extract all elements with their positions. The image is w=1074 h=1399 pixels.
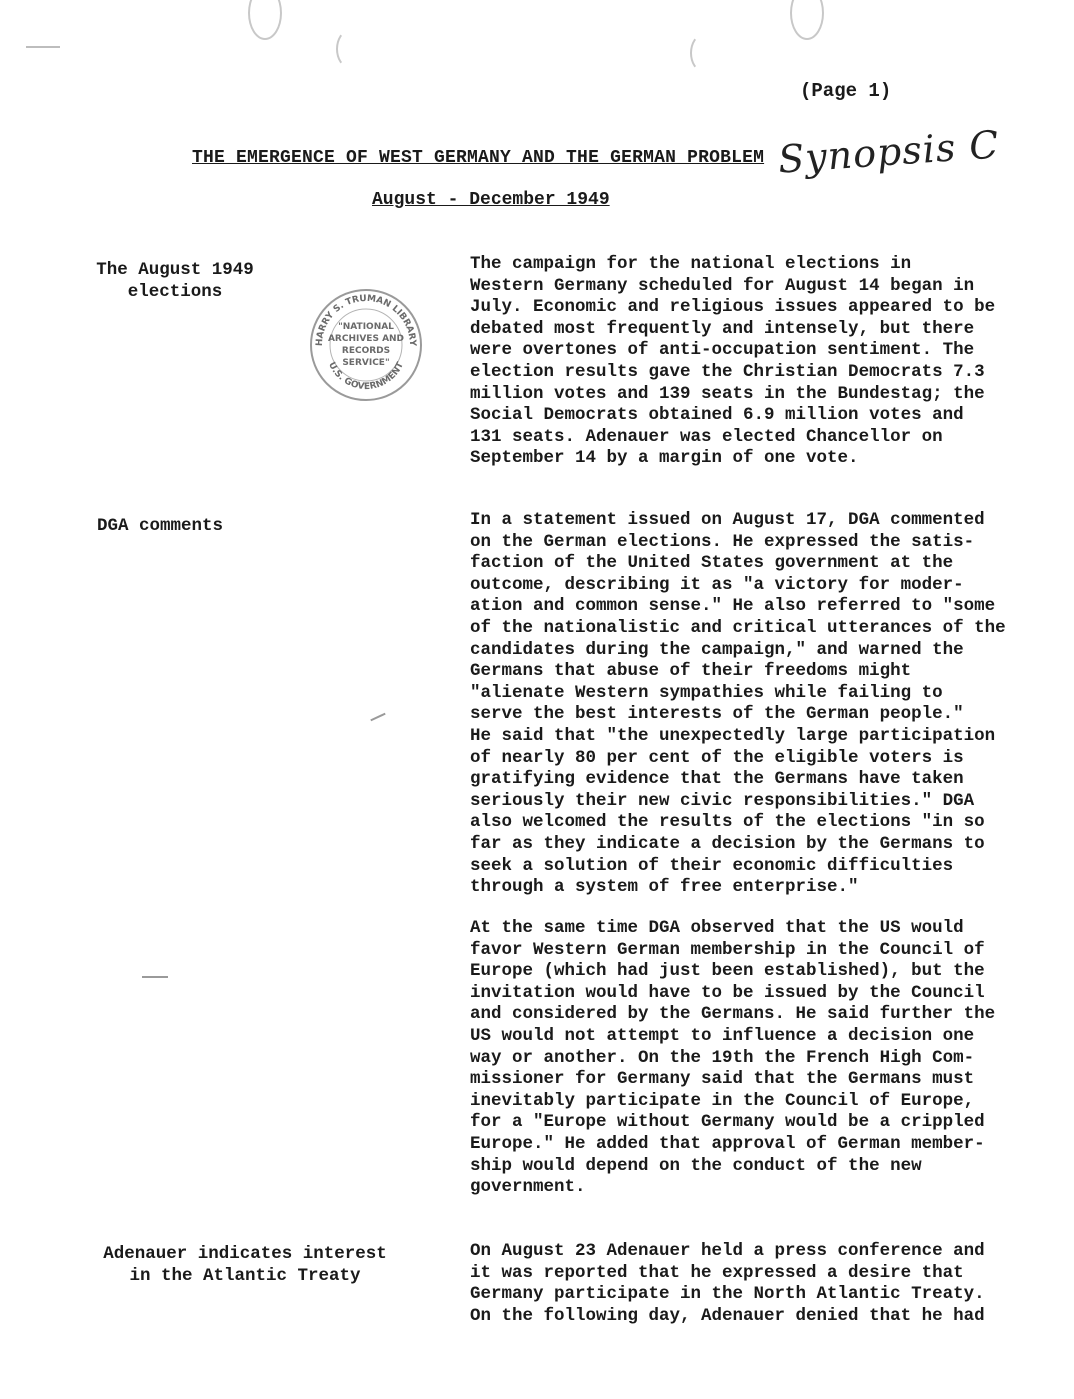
paragraph-line: September 14 by a margin of one vote. [470,448,859,469]
margin-mark-lower [142,976,168,978]
paragraph-line: were overtones of anti-occupation sentiment. The [470,340,975,361]
paragraph-line: He said that "the unexpectedly large participation [470,725,996,746]
date-range: August - December 1949 [372,190,610,210]
paragraph-line: 131 seats. Adenauer was elected Chancellor on [470,426,943,447]
paragraph-line: outcome, describing it as "a victory for moder- [470,574,964,595]
stamp-inner-text [328,322,404,368]
punch-hole-left [248,0,282,40]
paragraph-line: it was reported that he expressed a desire that [470,1262,964,1283]
section-heading [85,1243,405,1287]
paragraph-line: government. [470,1177,586,1198]
paragraph-line: missioner for Germany said that the Germans must [470,1069,975,1090]
paragraph-line: million votes and 139 seats in the Bundestag; the [470,383,985,404]
section-heading-line: Adenauer indicates interest [103,1244,387,1264]
paragraph-line: also welcomed the results of the elections "in so [470,812,985,833]
body-paragraph [470,510,1006,899]
paragraph-line: On August 23 Adenauer held a press conference and [470,1241,985,1261]
punch-hole-right [790,0,824,40]
section-heading [15,259,335,303]
paragraph-line: Europe." He added that approval of German member- [470,1133,985,1154]
section-heading [0,515,320,537]
paragraph-line: Social Democrats obtained 6.9 million votes and [470,405,964,426]
paragraph-line: faction of the United States government at the [470,553,954,574]
paragraph-line: The campaign for the national elections in [470,254,912,274]
paragraph-line: On the following day, Adenauer denied that he had [470,1305,985,1326]
paragraph-line: "alienate Western sympathies while failing to [470,682,943,703]
paragraph-line: ation and common sense." He also referred to "some [470,596,996,617]
paragraph-line: debated most frequently and intensely, but there [470,318,975,339]
stamp-outer-top: HARRY S. TRUMAN LIBRARY [314,293,418,347]
stamp-inner-line: "NATIONAL [338,322,394,332]
stamp-inner-line: RECORDS [341,346,391,356]
section-heading-line: in the Atlantic Treaty [129,1266,361,1286]
paragraph-line: far as they indicate a decision by the Germans to [470,833,985,854]
paragraph-line: In a statement issued on August 17, DGA commented [470,510,985,530]
stamp-outer-bottom: U.S. GOVERNMENT [326,360,406,393]
paragraph-line: ship would depend on the conduct of the new [470,1155,922,1176]
stamp-inner-line: SERVICE" [342,358,390,368]
section-heading-line: The August 1949 [96,260,254,280]
margin-mark-top [26,46,60,48]
paragraph-line: election results gave the Christian Democrats 7.3 [470,361,985,382]
paragraph-line: candidates during the campaign," and warned the [470,639,964,660]
paragraph-line: Germans that abuse of their freedoms might [470,661,912,682]
margin-mark-middle [370,713,385,722]
paragraph-line: favor Western German membership in the Council of [470,939,985,960]
section-heading-line: elections [127,282,223,302]
document-title: THE EMERGENCE OF WEST GERMANY AND THE GERMAN PROBLEM [192,148,765,168]
body-paragraph [470,254,995,470]
paragraph-line: of the nationalistic and critical utterances of the [470,617,1006,638]
paragraph-line: Western Germany scheduled for August 14 began in [470,275,975,296]
paragraph-line: inevitably participate in the Council of Europe, [470,1090,975,1111]
section-heading-line: DGA comments [96,516,224,536]
paragraph-line: seriously their new civic responsibilities." DGA [470,790,975,811]
paragraph-line: invitation would have to be issued by the Council [470,982,985,1003]
paragraph-line: serve the best interests of the German people." [470,704,964,725]
handwritten-note: Synopsis C [776,122,1001,182]
paragraph-line: of nearly 80 per cent of the eligible voters is [470,747,964,768]
paragraph-line: through a system of free enterprise." [470,877,859,898]
paragraph-line: US would not attempt to influence a decision one [470,1025,975,1046]
punch-arc-mid-right [690,34,716,72]
paragraph-line: gratifying evidence that the Germans have taken [470,769,964,790]
body-paragraph [470,1241,985,1327]
paragraph-line: way or another. On the 19th the French High Com- [470,1047,975,1068]
paragraph-line: July. Economic and religious issues appeared to be [470,297,996,318]
paragraph-line: At the same time DGA observed that the US would [470,918,964,938]
paragraph-line: Europe (which had just been established), but the [470,961,985,982]
paragraph-line: Germany participate in the North Atlantic Treaty. [470,1284,985,1305]
archives-stamp [308,287,424,403]
body-paragraph [470,918,995,1199]
paragraph-line: and considered by the Germans. He said further the [470,1004,996,1025]
paragraph-line: for a "Europe without Germany would be a crippled [470,1112,985,1133]
punch-arc-mid-left [336,30,362,68]
page-number: (Page 1) [800,80,892,102]
paragraph-line: on the German elections. He expressed the satis- [470,531,975,552]
paragraph-line: seek a solution of their economic difficulties [470,855,954,876]
stamp-inner-line: ARCHIVES AND [327,334,405,344]
